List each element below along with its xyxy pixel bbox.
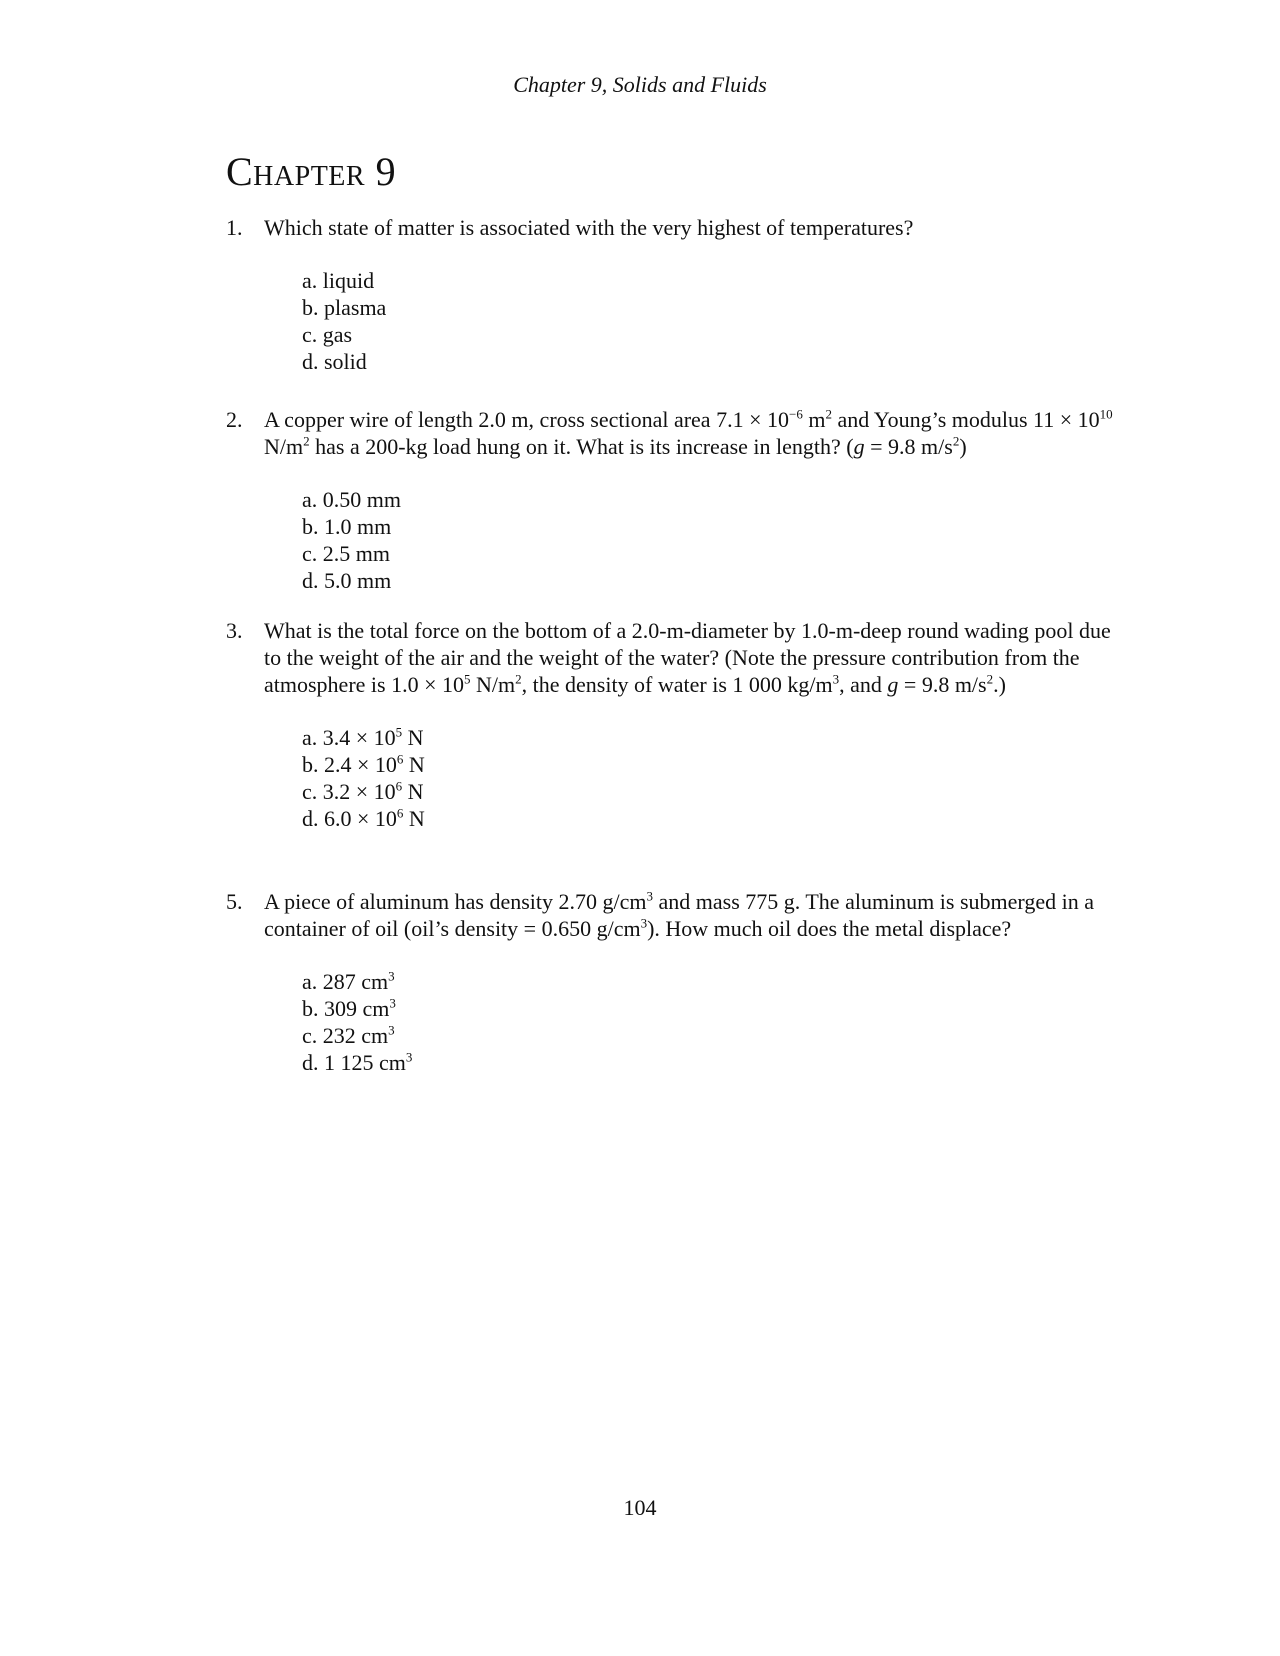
superscript: 10 — [1099, 406, 1113, 422]
superscript: 2 — [515, 671, 522, 687]
choice-text: a. 287 cm — [302, 969, 389, 994]
superscript: 6 — [395, 778, 403, 794]
choice-b: b. 1.0 mm — [302, 514, 392, 539]
running-header: Chapter 9, Solids and Fluids — [513, 72, 767, 97]
question-text-part: = 9.8 m/s — [864, 434, 953, 459]
superscript: 3 — [388, 968, 395, 984]
choice-unit: N — [403, 752, 425, 777]
variable-g: g — [853, 434, 865, 459]
choice-a: a. 0.50 mm — [302, 487, 401, 512]
choice-a — [302, 724, 1126, 751]
superscript: 5 — [464, 671, 471, 687]
choice-a — [302, 968, 1126, 995]
question-5 — [226, 888, 1126, 1098]
choice-text: d. 6.0 × 10 — [302, 806, 397, 831]
question-3 — [226, 617, 1126, 854]
choice-text: d. 1 125 cm — [302, 1050, 406, 1075]
question-text-part: N/m — [264, 434, 304, 459]
question-number: 3. — [226, 618, 243, 643]
question-text-part: ) — [959, 434, 967, 459]
choice-text: c. 3.2 × 10 — [302, 779, 396, 804]
superscript: 6 — [396, 751, 404, 767]
choice-b — [302, 995, 1126, 1022]
question-text-part: m — [802, 407, 826, 432]
question-text — [264, 214, 1122, 241]
question-text — [264, 617, 1122, 698]
choice-d — [302, 1049, 1126, 1076]
superscript: 5 — [395, 724, 403, 740]
choice-c — [302, 1022, 1126, 1049]
superscript: 2 — [825, 406, 832, 422]
question-text-part: What is the total force on the bottom of a 2.0-m-diameter by 1.0-m-deep round wading pool due to the weight of the air and the weight of the water? (Note the pressure contribution from the atmosphere is 1.0 × 10 — [264, 618, 1111, 697]
variable-g: g — [887, 672, 899, 697]
question-text-part: and mass 775 g. The aluminum is submerged in a container of oil (oil’s density = 0.650 g/cm — [264, 889, 1094, 941]
question-text-part: Which state of matter is associated with the very highest of temperatures? — [264, 215, 914, 240]
choice-list — [302, 724, 1126, 832]
question-text-part: .) — [993, 672, 1006, 697]
choice-unit: N — [403, 806, 425, 831]
superscript: 3 — [640, 915, 648, 931]
choice-text: c. 232 cm — [302, 1023, 389, 1048]
choice-c: c. 2.5 mm — [302, 541, 390, 566]
choice-text: b. 2.4 × 10 — [302, 752, 397, 777]
question-number: 5. — [226, 889, 243, 914]
choice-unit: N — [402, 725, 424, 750]
question-number: 1. — [226, 215, 243, 240]
choice-a: a. liquid — [302, 268, 375, 293]
choice-c — [302, 778, 1126, 805]
superscript: 3 — [389, 995, 396, 1011]
superscript: 6 — [396, 805, 404, 821]
superscript: 3 — [388, 1022, 395, 1038]
choice-list — [302, 968, 1126, 1076]
choice-text: a. 3.4 × 10 — [302, 725, 396, 750]
question-text-part: A copper wire of length 2.0 m, cross sectional area 7.1 × 10 — [264, 407, 789, 432]
superscript: 2 — [303, 433, 310, 449]
question-text-part: , the density of water is 1 000 kg/m — [521, 672, 833, 697]
choice-b — [302, 751, 1126, 778]
question-number: 2. — [226, 407, 243, 432]
page-number: 104 — [623, 1495, 657, 1520]
superscript: 2 — [986, 671, 994, 687]
choice-text: b. 309 cm — [302, 996, 390, 1021]
choice-d: d. solid — [302, 349, 367, 374]
choice-list — [302, 486, 1126, 594]
question-text-part: and Young’s modulus 11 × 10 — [831, 407, 1100, 432]
question-text-part: has a 200-kg load hung on it. What is its increase in length? ( — [309, 434, 854, 459]
question-text-part: A piece of aluminum has density 2.70 g/cm — [264, 889, 647, 914]
question-text-part: = 9.8 m/s — [898, 672, 987, 697]
choice-d: d. 5.0 mm — [302, 568, 392, 593]
chapter-title: Chapter 9 — [226, 149, 397, 194]
choice-c: c. gas — [302, 322, 353, 347]
superscript: 2 — [952, 433, 960, 449]
question-text — [264, 406, 1122, 460]
superscript: 3 — [405, 1049, 413, 1065]
question-2 — [226, 406, 1126, 616]
question-text-part: N/m — [470, 672, 516, 697]
question-text-part: ). How much oil does the metal displace? — [647, 916, 1012, 941]
question-text-part: , and — [839, 672, 888, 697]
choice-d — [302, 805, 1126, 832]
question-1 — [226, 214, 1126, 397]
choice-unit: N — [402, 779, 424, 804]
superscript: 3 — [646, 888, 653, 904]
choice-list — [302, 267, 1126, 375]
superscript: −6 — [788, 406, 803, 422]
question-text — [264, 888, 1122, 942]
choice-b: b. plasma — [302, 295, 387, 320]
superscript: 3 — [832, 671, 840, 687]
